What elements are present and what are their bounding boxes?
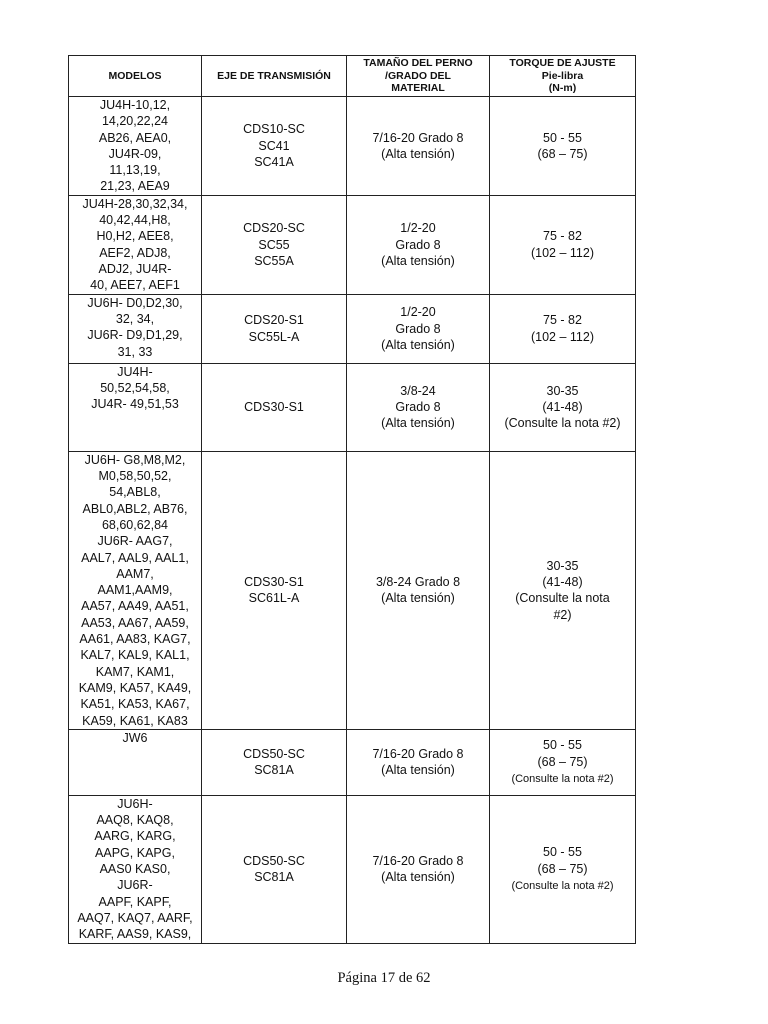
torque-note: (Consulte la nota #2) <box>511 879 614 892</box>
model-line: AAQ7, KAQ7, AARF, <box>77 910 193 925</box>
torque-value: 30-35 (41-48) (Consulte la nota #2) <box>504 383 621 431</box>
cell-shaft: CDS10-SC SC41 SC41A <box>202 97 347 196</box>
model-line: AAL7, AAL9, AAL1, <box>81 550 189 565</box>
header-torque: TORQUE DE AJUSTE Pie-libra (N-m) <box>490 56 636 97</box>
table-row <box>69 195 636 294</box>
cell-bolt-size: 7/16-20 Grado 8 (Alta tensión) <box>347 729 490 795</box>
table-row <box>69 451 636 729</box>
cell-shaft: CDS30-S1 <box>202 363 347 451</box>
model-line: 54,ABL8, <box>109 485 161 500</box>
header-bolt-size: TAMAÑO DEL PERNO /GRADO DEL MATERIAL <box>347 56 490 97</box>
cell-torque <box>490 294 636 363</box>
cell-models <box>69 451 202 729</box>
torque-value: 50 - 55 (68 – 75) <box>537 738 588 769</box>
model-line: KAL7, KAL9, KAL1, <box>80 648 190 663</box>
cell-bolt-size: 3/8-24 Grado 8 (Alta tensión) <box>347 451 490 729</box>
cell-torque <box>490 451 636 729</box>
model-line: JW6 <box>122 730 148 745</box>
torque-value: 75 - 82 (102 – 112) <box>530 313 594 344</box>
cell-models <box>69 294 202 363</box>
model-line: ABL0,ABL2, AB76, <box>82 501 188 516</box>
cell-torque <box>490 729 636 795</box>
model-line: JU4H-28,30,32,34, <box>82 196 188 211</box>
model-line: JU4R- 49,51,53 <box>91 397 179 412</box>
cell-shaft: CDS50-SC SC81A <box>202 729 347 795</box>
model-line: ADJ2, JU4R- <box>98 261 172 276</box>
model-line: AB26, AEA0, <box>98 130 172 145</box>
model-line: JU6H- <box>117 796 153 811</box>
model-line: H0,H2, AEE8, <box>96 229 174 244</box>
model-line: JU6R- <box>117 878 153 893</box>
model-line: JU4R-09, <box>108 146 162 161</box>
table-row <box>69 294 636 363</box>
model-line: AA57, AA49, AA51, <box>81 599 189 614</box>
model-line: KAM7, KAM1, <box>95 664 175 679</box>
cell-shaft: CDS50-SC SC81A <box>202 795 347 943</box>
model-line: AA53, AA67, AA59, <box>81 615 189 630</box>
model-line: JU6R- D9,D1,29, <box>87 328 183 343</box>
table-body <box>69 97 636 944</box>
cell-torque <box>490 97 636 196</box>
model-line: AAPG, KAPG, <box>95 845 175 860</box>
model-line: AAS0 KAS0, <box>99 862 171 877</box>
table-row <box>69 795 636 943</box>
cell-torque <box>490 795 636 943</box>
model-line: AAPF, KAPF, <box>98 894 172 909</box>
model-line: 31, 33 <box>117 344 153 359</box>
model-line: 50,52,54,58, <box>100 381 170 396</box>
torque-note: (Consulte la nota #2) <box>511 772 614 785</box>
torque-value: 50 - 55 (68 – 75) <box>537 130 588 161</box>
table-row <box>69 363 636 451</box>
model-line: KAM9, KA57, KA49, <box>78 680 192 695</box>
cell-bolt-size: 3/8-24 Grado 8 (Alta tensión) <box>347 363 490 451</box>
model-line: AARG, KARG, <box>94 829 176 844</box>
torque-value: 75 - 82 (102 – 112) <box>530 229 594 260</box>
model-line: 21,23, AEA9 <box>100 179 170 194</box>
cell-models <box>69 195 202 294</box>
model-line: 40,42,44,H8, <box>99 213 171 228</box>
torque-value: 50 - 55 (68 – 75) <box>537 845 588 876</box>
model-line: 40, AEE7, AEF1 <box>90 278 180 293</box>
cell-models <box>69 363 202 451</box>
model-line: KA59, KA61, KA83 <box>82 713 188 728</box>
cell-bolt-size: 7/16-20 Grado 8 (Alta tensión) <box>347 97 490 196</box>
model-line: KARF, AAS9, KAS9, <box>78 927 192 942</box>
torque-spec-table <box>68 55 636 944</box>
model-line: JU6H- G8,M8,M2, <box>84 452 186 467</box>
cell-bolt-size: 1/2-20 Grado 8 (Alta tensión) <box>347 294 490 363</box>
model-line: AAM1,AAM9, <box>97 583 173 598</box>
cell-shaft: CDS30-S1 SC61L-A <box>202 451 347 729</box>
model-line: 11,13,19, <box>109 163 161 178</box>
model-line: AA61, AA83, KAG7, <box>79 632 191 647</box>
model-line: 68,60,62,84 <box>101 517 169 532</box>
cell-torque <box>490 363 636 451</box>
model-line: KA51, KA53, KA67, <box>80 697 190 712</box>
torque-value: 30-35 (41-48) (Consulte la nota #2) <box>515 558 610 622</box>
table-row <box>69 729 636 795</box>
cell-models <box>69 729 202 795</box>
model-line: AAQ8, KAQ8, <box>96 813 174 828</box>
cell-torque <box>490 195 636 294</box>
model-line: JU4H-10,12, <box>99 98 171 112</box>
model-line: 32, 34, <box>115 312 155 327</box>
cell-shaft: CDS20-SC SC55 SC55A <box>202 195 347 294</box>
header-models: MODELOS <box>69 56 202 97</box>
model-line: JU6H- D0,D2,30, <box>87 295 183 310</box>
cell-bolt-size: 7/16-20 Grado 8 (Alta tensión) <box>347 795 490 943</box>
cell-models <box>69 795 202 943</box>
page-number: Página 17 de 62 <box>337 970 431 986</box>
header-shaft: EJE DE TRANSMISIÓN <box>202 56 347 97</box>
cell-shaft: CDS20-S1 SC55L-A <box>202 294 347 363</box>
model-line: AAM7, <box>116 566 154 581</box>
cell-bolt-size: 1/2-20 Grado 8 (Alta tensión) <box>347 195 490 294</box>
model-line: AEF2, ADJ8, <box>99 245 171 260</box>
cell-models <box>69 97 202 196</box>
model-line: JU6R- AAG7, <box>97 534 173 549</box>
model-line: 14,20,22,24 <box>101 114 169 129</box>
model-line: JU4H- <box>117 364 153 379</box>
table-row <box>69 97 636 196</box>
table-header-row <box>69 56 636 97</box>
model-line: M0,58,50,52, <box>98 469 172 484</box>
